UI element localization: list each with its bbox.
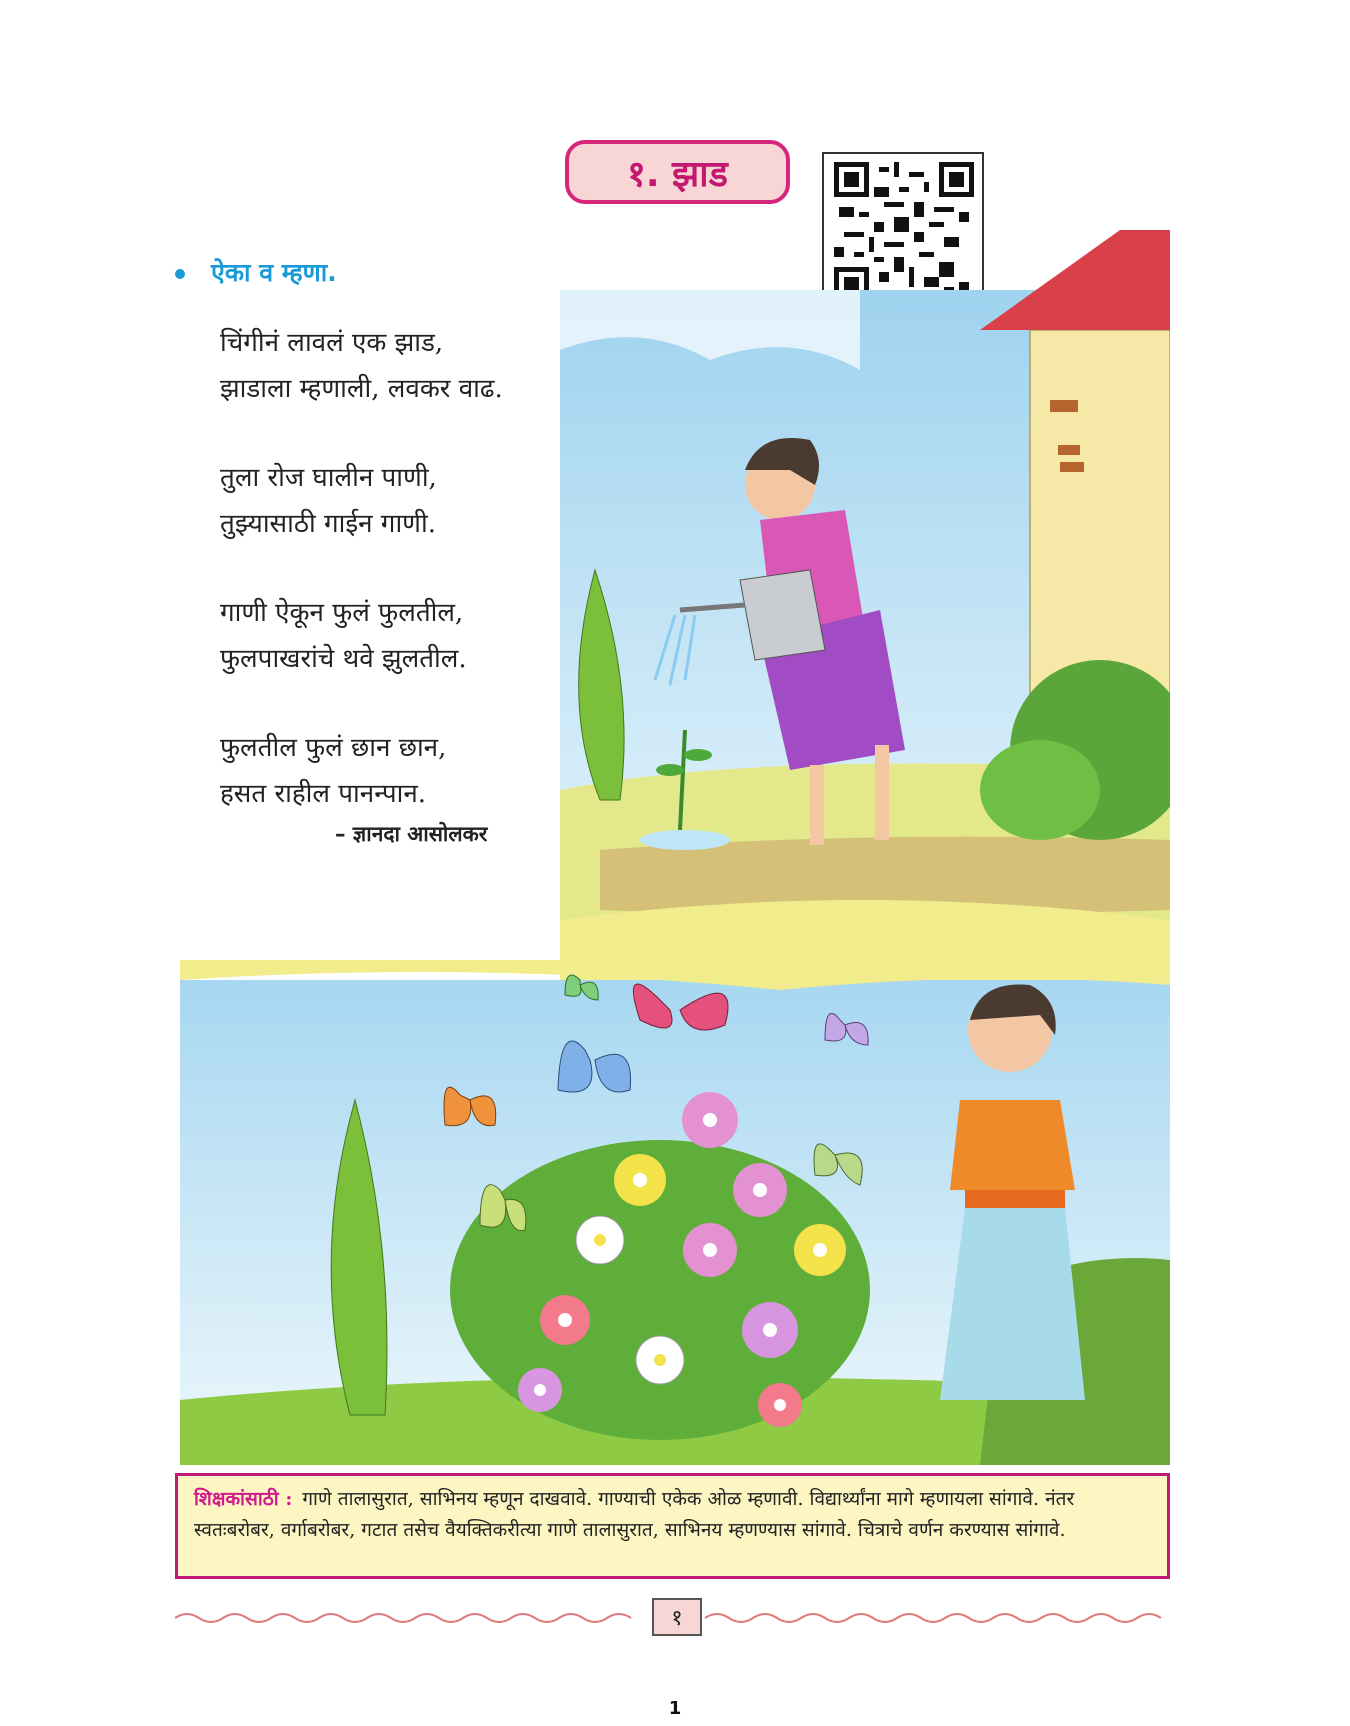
poem-line: फुलपाखरांचे थवे झुलतील. [220,644,467,674]
poem-stanza-1 [220,320,503,412]
poem-line: चिंगीनं लावलं एक झाड, [220,328,444,358]
poem-line: झाडाला म्हणाली, लवकर वाढ. [220,374,503,404]
bullet-icon [175,269,185,279]
poem-line: हसत राहील पानन्पान. [220,779,427,809]
poem-line: तुझ्यासाठी गाईन गाणी. [220,509,436,539]
poem-stanza-2 [220,455,437,547]
teacher-note-text: गाणे तालासुरात, साभिनय म्हणून दाखवावे. गाण्याची एकेक ओळ म्हणावी. विद्यार्थ्यांना मागे म्हणायला सांगावे. नंतर स्वतःबरोबर, वर्गाबरोबर, गटात तसेच वैयक्तिकरीत्या गाणे तालासुरात, साभिनय म्हणण्यास सांगावे. चित्राचे वर्णन करण्यास सांगावे. [194,1488,1075,1541]
poem-stanza-3 [220,590,467,682]
teacher-note [175,1473,1170,1579]
instruction-heading [175,255,337,289]
instruction-text: ऐका व म्हणा. [211,258,337,287]
illustration-watering [560,230,1170,1000]
page-number-marathi: १ [652,1598,702,1636]
page-number-footer: 1 [668,1698,682,1719]
poem-line: गाणी ऐकून फुलं फुलतील, [220,598,464,628]
illustration-garden [180,960,1170,1465]
lesson-title: १. झाड [565,140,790,204]
teacher-note-label: शिक्षकांसाठी : [194,1488,293,1510]
poem-stanza-4 [220,725,446,817]
poem-line: तुला रोज घालीन पाणी, [220,463,437,493]
poem-author: – ज्ञानदा आसोलकर [335,822,488,846]
poem-line: फुलतील फुलं छान छान, [220,733,447,763]
